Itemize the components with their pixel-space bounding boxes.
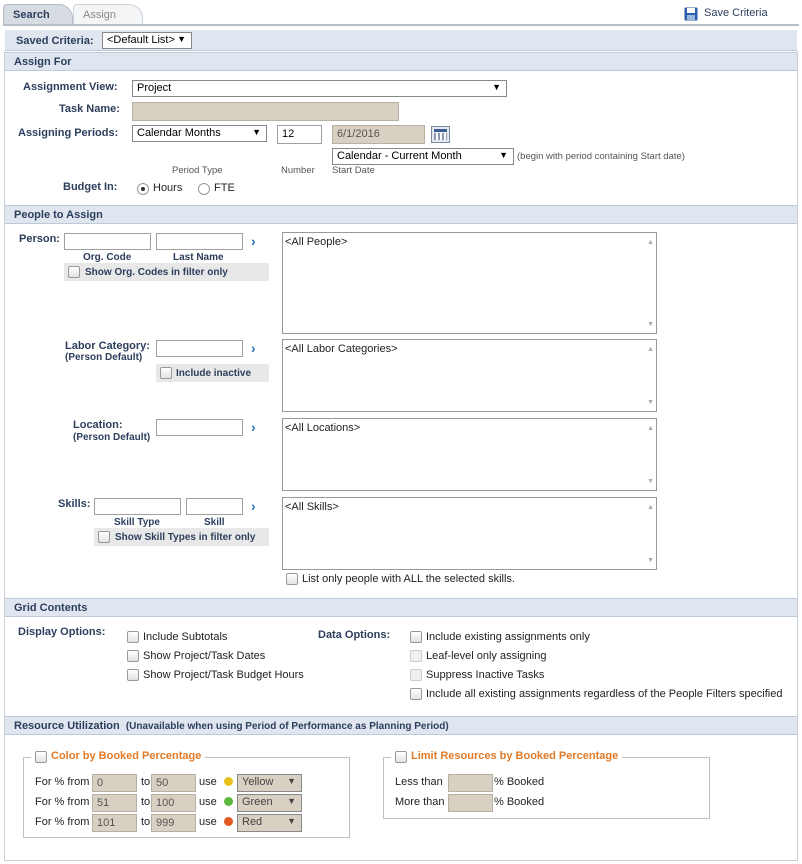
- include-all-existing-checkbox[interactable]: [410, 688, 422, 700]
- show-project-task-dates-label: Show Project/Task Dates: [143, 650, 266, 662]
- scroll-up-icon[interactable]: ▲: [647, 239, 654, 246]
- start-date-value: 6/1/2016: [337, 128, 380, 140]
- resource-note: (Unavailable when using Period of Performance as Planning Period): [125, 721, 449, 732]
- scroll-up-icon[interactable]: ▲: [647, 504, 654, 511]
- scroll-up-icon[interactable]: ▲: [647, 425, 654, 432]
- tab-assign-label: Assign: [83, 9, 117, 21]
- chevron-down-icon: ▼: [177, 34, 186, 44]
- grid-title: Grid Contents: [14, 602, 88, 614]
- scroll-down-icon[interactable]: ▼: [647, 321, 654, 328]
- list-only-all-skills-checkbox[interactable]: [286, 573, 298, 585]
- range-to-value: 999: [156, 817, 175, 829]
- list-only-all-skills-label: List only people with ALL the selected skills.: [302, 573, 515, 585]
- range-to-input[interactable]: [151, 814, 196, 832]
- skill-input[interactable]: [186, 498, 243, 515]
- range-from-input[interactable]: [92, 774, 137, 792]
- location-add-arrow-icon[interactable]: ›: [251, 419, 256, 435]
- color-select-value: Red: [242, 816, 263, 828]
- labor-category-label: Labor Category:: [65, 340, 150, 352]
- more-than-input[interactable]: [448, 794, 493, 812]
- include-existing-only-label: Include existing assignments only: [426, 631, 590, 643]
- labor-person-default: (Person Default): [65, 352, 143, 363]
- location-listbox[interactable]: [282, 418, 657, 491]
- labor-listbox[interactable]: [282, 339, 657, 412]
- task-name-input[interactable]: [132, 102, 399, 121]
- last-name-input[interactable]: [156, 233, 243, 250]
- hours-radio[interactable]: [137, 183, 149, 195]
- suppress-inactive-label: Suppress Inactive Tasks: [426, 669, 545, 681]
- to-label: to: [141, 776, 151, 788]
- labor-add-arrow-icon[interactable]: ›: [251, 340, 256, 356]
- show-budget-hours-label: Show Project/Task Budget Hours: [143, 669, 304, 681]
- color-select[interactable]: [237, 814, 302, 832]
- period-type-caption: Period Type: [172, 165, 223, 176]
- limit-resources-checkbox[interactable]: [395, 751, 407, 763]
- color-by-booked-checkbox[interactable]: [35, 751, 47, 763]
- all-skills-option[interactable]: <All Skills>: [285, 501, 339, 513]
- use-label: use: [199, 816, 217, 828]
- task-name-label: Task Name:: [59, 103, 120, 115]
- for-pct-from-label: For % from: [35, 796, 90, 808]
- data-options-label: Data Options:: [318, 629, 391, 641]
- tab-search-label: Search: [13, 9, 50, 21]
- assignment-view-label: Assignment View:: [23, 81, 118, 93]
- start-mode-select[interactable]: [332, 148, 514, 165]
- skills-label: Skills:: [58, 498, 91, 510]
- include-subtotals-label: Include Subtotals: [143, 631, 228, 643]
- hours-label: Hours: [153, 182, 183, 194]
- calendar-icon[interactable]: [431, 126, 450, 143]
- org-code-caption: Org. Code: [83, 252, 132, 263]
- tab-search[interactable]: [3, 4, 73, 24]
- scroll-down-icon[interactable]: ▼: [647, 557, 654, 564]
- show-org-codes-label: Show Org. Codes in filter only: [85, 267, 228, 278]
- section-people-to-assign: [5, 205, 797, 224]
- chevron-down-icon: ▼: [252, 127, 261, 137]
- range-from-value: 101: [97, 817, 116, 829]
- assign-for-title: Assign For: [14, 56, 72, 68]
- tab-assign[interactable]: [73, 4, 143, 24]
- color-by-booked-title: Color by Booked Percentage: [51, 750, 202, 762]
- assignment-view-select[interactable]: [132, 80, 507, 97]
- include-subtotals-checkbox[interactable]: [127, 631, 139, 643]
- color-select-value: Yellow: [242, 776, 274, 788]
- include-inactive-label: Include inactive: [176, 368, 252, 379]
- chevron-down-icon: ▼: [287, 776, 296, 786]
- all-labor-option[interactable]: <All Labor Categories>: [285, 343, 398, 355]
- start-mode-value: Calendar - Current Month: [337, 150, 462, 162]
- resource-title: Resource Utilization: [14, 720, 120, 732]
- color-pin-icon: [224, 817, 233, 826]
- show-org-codes-checkbox[interactable]: [68, 266, 80, 278]
- include-existing-only-checkbox[interactable]: [410, 631, 422, 643]
- assignment-view-value: Project: [137, 82, 172, 94]
- scroll-down-icon[interactable]: ▼: [647, 478, 654, 485]
- chevron-down-icon: ▼: [492, 82, 501, 92]
- scroll-up-icon[interactable]: ▲: [647, 346, 654, 353]
- less-than-input[interactable]: [448, 774, 493, 792]
- people-listbox[interactable]: [282, 232, 657, 334]
- show-skill-types-checkbox[interactable]: [98, 531, 110, 543]
- show-project-task-dates-checkbox[interactable]: [127, 650, 139, 662]
- skill-type-input[interactable]: [94, 498, 181, 515]
- color-by-booked-legend: [31, 750, 205, 762]
- more-than-label: More than: [395, 796, 445, 808]
- range-from-value: 0: [97, 777, 104, 789]
- color-pin-icon: [224, 797, 233, 806]
- period-type-select[interactable]: [132, 125, 267, 142]
- fte-label: FTE: [214, 182, 235, 194]
- show-skill-types-label: Show Skill Types in filter only: [115, 532, 256, 543]
- number-input[interactable]: [277, 125, 322, 144]
- limit-resources-legend: [391, 750, 622, 762]
- all-locations-option[interactable]: <All Locations>: [285, 422, 361, 434]
- scroll-down-icon[interactable]: ▼: [647, 399, 654, 406]
- use-label: use: [199, 796, 217, 808]
- location-input[interactable]: [156, 419, 243, 436]
- range-to-value: 100: [156, 797, 175, 809]
- start-date-caption: Start Date: [332, 165, 375, 176]
- color-select[interactable]: [237, 774, 302, 792]
- saved-criteria-value: <Default List>: [107, 34, 175, 46]
- color-pin-icon: [224, 777, 233, 786]
- include-all-existing-label: Include all existing assignments regardless of the People Filters specified: [426, 688, 783, 700]
- period-type-value: Calendar Months: [137, 127, 221, 139]
- chevron-down-icon: ▼: [287, 816, 296, 826]
- show-budget-hours-checkbox[interactable]: [127, 669, 139, 681]
- section-assign-for: [5, 52, 797, 71]
- tab-underline: [3, 24, 799, 26]
- display-options-label: Display Options:: [18, 626, 106, 638]
- section-grid-contents: [5, 598, 797, 617]
- range-from-input[interactable]: [92, 794, 137, 812]
- number-value: 12: [282, 128, 295, 140]
- people-title: People to Assign: [14, 209, 103, 221]
- skill-type-caption: Skill Type: [114, 517, 160, 528]
- fte-radio[interactable]: [198, 183, 210, 195]
- for-pct-from-label: For % from: [35, 816, 90, 828]
- assigning-periods-label: Assigning Periods:: [18, 127, 119, 139]
- limit-resources-title: Limit Resources by Booked Percentage: [411, 750, 619, 762]
- leaf-level-label: Leaf-level only assigning: [426, 650, 547, 662]
- to-label: to: [141, 816, 151, 828]
- color-select[interactable]: [237, 794, 302, 812]
- saved-criteria-select[interactable]: [102, 32, 192, 49]
- suppress-inactive-checkbox[interactable]: [410, 669, 422, 681]
- saved-criteria-label: Saved Criteria:: [16, 35, 94, 47]
- range-to-input[interactable]: [151, 794, 196, 812]
- skills-listbox[interactable]: [282, 497, 657, 570]
- color-select-value: Green: [242, 796, 273, 808]
- leaf-level-checkbox[interactable]: [410, 650, 422, 662]
- start-mode-note: (begin with period containing Start date): [517, 151, 685, 162]
- start-date-input[interactable]: [332, 125, 425, 144]
- location-label: Location:: [73, 419, 123, 431]
- less-than-booked-label: % Booked: [494, 776, 545, 788]
- all-people-option[interactable]: <All People>: [285, 236, 348, 248]
- to-label: to: [141, 796, 151, 808]
- range-to-input[interactable]: [151, 774, 196, 792]
- labor-category-input[interactable]: [156, 340, 243, 357]
- org-code-input[interactable]: [64, 233, 151, 250]
- use-label: use: [199, 776, 217, 788]
- section-resource-utilization: [5, 716, 797, 735]
- skills-add-arrow-icon[interactable]: ›: [251, 498, 256, 514]
- range-from-input[interactable]: [92, 814, 137, 832]
- skill-caption: Skill: [204, 517, 225, 528]
- last-name-caption: Last Name: [173, 252, 224, 263]
- chevron-down-icon: ▼: [287, 796, 296, 806]
- include-inactive-checkbox[interactable]: [160, 367, 172, 379]
- for-pct-from-label: For % from: [35, 776, 90, 788]
- budget-in-label: Budget In:: [63, 181, 118, 193]
- limit-resources-fieldset: [383, 757, 710, 819]
- range-from-value: 51: [97, 797, 110, 809]
- person-add-arrow-icon[interactable]: ›: [251, 233, 256, 249]
- floppy-disk-icon: [684, 7, 698, 21]
- less-than-label: Less than: [395, 776, 443, 788]
- number-caption: Number: [281, 165, 315, 176]
- chevron-down-icon: ▼: [499, 150, 508, 160]
- save-criteria-label: Save Criteria: [704, 7, 768, 19]
- location-person-default: (Person Default): [73, 432, 151, 443]
- range-to-value: 50: [156, 777, 169, 789]
- more-than-booked-label: % Booked: [494, 796, 545, 808]
- person-label: Person:: [19, 233, 60, 245]
